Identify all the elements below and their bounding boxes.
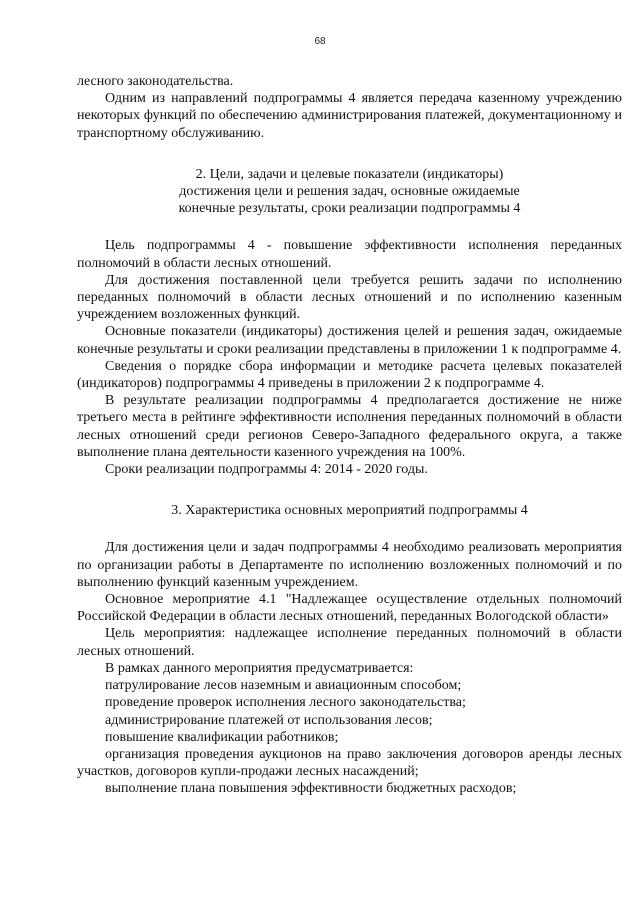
section-2-paragraph: Сведения о порядке сбора информации и методике расчета целевых показателей (индикаторов) подпрограммы 4 приведены в приложении 2 к подпрограмме 4.	[77, 358, 622, 392]
section-2-heading-line-1: 2. Цели, задачи и целевые показатели (индикаторы)	[195, 166, 504, 182]
section-3-paragraph: Для достижения цели и задач подпрограммы 4 необходимо реализовать мероприятия по организации работы в Департаменте по исполнению возложенных полномочий и по выполнению функций казенным учреждением.	[77, 540, 622, 590]
section-2-paragraph: Сроки реализации подпрограммы 4: 2014 - 2020 годы.	[105, 462, 428, 478]
section-3-heading: 3. Характеристика основных мероприятий подпрограммы 4	[171, 503, 528, 519]
section-2-heading-line-3: конечные результаты, сроки реализации подпрограммы 4	[178, 201, 521, 217]
section-3-paragraph: В рамках данного мероприятия предусматривается:	[105, 660, 414, 676]
section-2-heading-line-2: достижения цели и решения задач, основные ожидаемые	[179, 184, 520, 200]
list-item: проведение проверок исполнения лесного законодательства;	[105, 695, 466, 711]
section-2-paragraph: Для достижения поставленной цели требуется решить задачи по исполнению переданных полномочий в области лесных отношений и по исполнению казенным учреждением возложенных функций.	[77, 272, 622, 323]
intro-paragraph-1: лесного законодательства.	[77, 74, 234, 89]
list-item: администрирование платежей от использования лесов;	[105, 712, 433, 728]
section-2-paragraph: Цель подпрограммы 4 - повышение эффективности исполнения переданных полномочий в области лесных отношений.	[77, 238, 622, 271]
section-2-paragraph: Основные показатели (индикаторы) достижения целей и решения задач, ожидаемые конечные результаты и сроки реализации представлены в приложении 1 к подпрограмме 4.	[77, 324, 622, 357]
list-item: патрулирование лесов наземным и авиационным способом;	[105, 678, 462, 694]
document-body	[77, 73, 622, 798]
section-3-paragraph: Цель мероприятия: надлежащее исполнение переданных полномочий в области лесных отношений.	[77, 626, 622, 659]
intro-paragraph-2: Одним из направлений подпрограммы 4 является передача казенному учреждению некоторых функций по обеспечению администрирования платежей, документационному и транспортному обслуживанию.	[77, 91, 622, 141]
list-item: повышение квалификации работников;	[105, 729, 339, 745]
section-2-paragraph: В результате реализации подпрограммы 4 предполагается достижение не ниже третьего места в рейтинге эффективности исполнения переданных полномочий в области лесных отношений среди регионов Северо-Западного федерального округа, а также выполнение плана деятельности казенного учреждения на 100%.	[77, 393, 622, 460]
list-item: организация проведения аукционов на право заключения договоров аренды лесных участков, договоров купли-продажи лесных насаждений;	[77, 746, 622, 780]
list-item: выполнение плана повышения эффективности бюджетных расходов;	[105, 781, 517, 797]
page-number: 68	[314, 36, 326, 47]
section-3-paragraph: Основное мероприятие 4.1 "Надлежащее осуществление отдельных полномочий Российской Федерации в области лесных отношений, переданных Вологодской области»	[77, 592, 622, 625]
